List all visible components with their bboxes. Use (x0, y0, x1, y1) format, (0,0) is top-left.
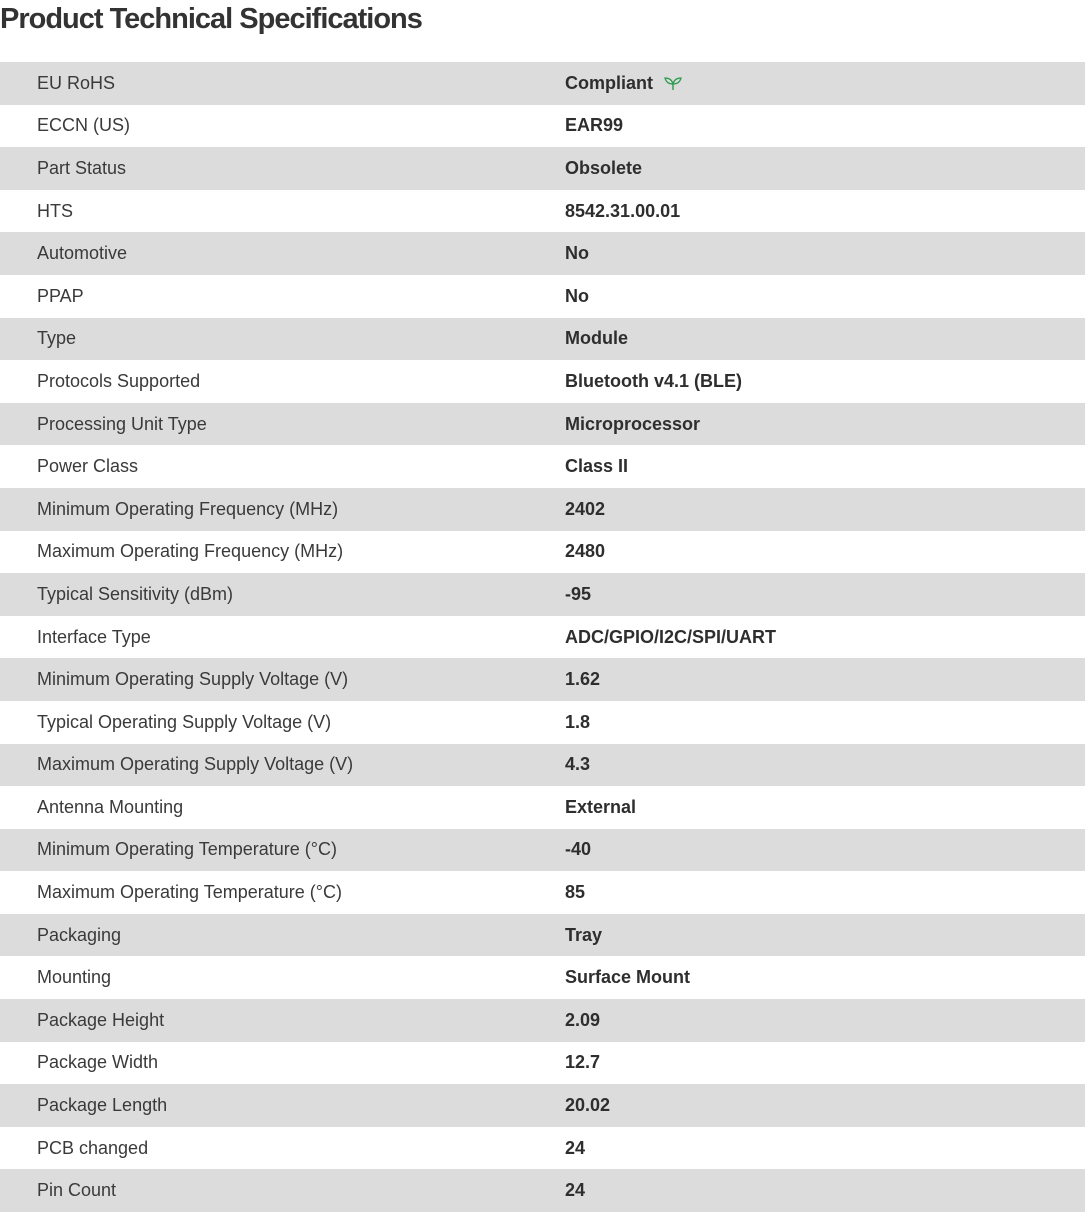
spec-row-packaging (0, 914, 1085, 957)
spec-row-typ-supply-voltage (0, 701, 1085, 744)
spec-row-processing-unit (0, 403, 1085, 446)
spec-label: Minimum Operating Frequency (MHz) (37, 498, 339, 519)
spec-value: ADC/GPIO/I2C/SPI/UART (565, 626, 777, 647)
spec-value: EAR99 (565, 115, 624, 136)
spec-value: Obsolete (565, 157, 643, 178)
spec-label: Antenna Mounting (37, 796, 184, 817)
spec-label: Packaging (37, 924, 122, 945)
spec-row-hts (0, 190, 1085, 233)
spec-row-min-supply-voltage (0, 658, 1085, 701)
spec-value: 12.7 (565, 1052, 601, 1073)
spec-row-eu-rohs (0, 62, 1085, 105)
spec-value: 8542.31.00.01 (565, 200, 681, 221)
spec-row-min-temperature (0, 829, 1085, 872)
spec-label: Automotive (37, 243, 128, 264)
spec-value: 24 (565, 1137, 586, 1158)
spec-row-protocols (0, 360, 1085, 403)
spec-label: Package Length (37, 1095, 168, 1116)
spec-row-max-supply-voltage (0, 744, 1085, 787)
spec-value: Microprocessor (565, 413, 701, 434)
spec-row-package-width (0, 1042, 1085, 1085)
spec-value: 2480 (565, 541, 606, 562)
spec-value: 1.8 (565, 711, 591, 732)
spec-row-part-status (0, 147, 1085, 190)
spec-label: Interface Type (37, 626, 151, 647)
spec-value: 2.09 (565, 1009, 601, 1030)
spec-value: 2402 (565, 498, 606, 519)
leaf-icon[interactable] (663, 75, 683, 91)
spec-row-ppap (0, 275, 1085, 318)
spec-value: No (565, 285, 589, 306)
spec-value: Compliant (565, 72, 653, 93)
spec-value: External (565, 796, 637, 817)
spec-label: Protocols Supported (37, 370, 201, 391)
spec-label: EU RoHS (37, 72, 116, 93)
spec-label: HTS (37, 200, 73, 221)
spec-label: Pin Count (37, 1180, 117, 1201)
spec-table (0, 62, 1085, 1212)
spec-row-pcb-changed (0, 1127, 1085, 1170)
spec-value: Tray (565, 924, 603, 945)
spec-value: 85 (565, 882, 586, 903)
spec-label: Typical Sensitivity (dBm) (37, 583, 234, 604)
spec-label: Type (37, 328, 77, 349)
spec-label: Maximum Operating Temperature (°C) (37, 882, 342, 903)
spec-value: -40 (565, 839, 592, 860)
spec-label: Mounting (37, 967, 112, 988)
spec-label: Maximum Operating Supply Voltage (V) (37, 754, 354, 775)
spec-row-interface-type (0, 616, 1085, 659)
spec-label: Minimum Operating Temperature (°C) (37, 839, 337, 860)
spec-row-pin-count (0, 1169, 1085, 1212)
spec-label: PCB changed (37, 1137, 149, 1158)
spec-label: Part Status (37, 157, 127, 178)
spec-row-sensitivity (0, 573, 1085, 616)
spec-label: ECCN (US) (37, 115, 130, 136)
page-title: Product Technical Specifications (0, 3, 422, 35)
spec-value-wrap (565, 73, 683, 94)
spec-row-power-class (0, 445, 1085, 488)
spec-label: Maximum Operating Frequency (MHz) (37, 541, 344, 562)
spec-value: 24 (565, 1180, 586, 1201)
spec-row-package-height (0, 999, 1085, 1042)
spec-value: 1.62 (565, 669, 601, 690)
spec-value: Surface Mount (565, 967, 691, 988)
spec-value: No (565, 243, 589, 264)
spec-row-max-frequency (0, 531, 1085, 574)
spec-label: Minimum Operating Supply Voltage (V) (37, 669, 349, 690)
spec-label: Package Width (37, 1052, 159, 1073)
spec-value: 4.3 (565, 754, 591, 775)
spec-row-antenna-mounting (0, 786, 1085, 829)
spec-value: Bluetooth v4.1 (BLE) (565, 370, 743, 391)
spec-value: 20.02 (565, 1095, 611, 1116)
spec-row-package-length (0, 1084, 1085, 1127)
spec-row-type (0, 318, 1085, 361)
spec-value: Class II (565, 456, 629, 477)
spec-label: Typical Operating Supply Voltage (V) (37, 711, 332, 732)
spec-label: PPAP (37, 285, 84, 306)
spec-value: Module (565, 328, 628, 349)
spec-label: Package Height (37, 1009, 165, 1030)
spec-row-mounting (0, 956, 1085, 999)
spec-value: -95 (565, 583, 592, 604)
spec-row-automotive (0, 232, 1085, 275)
spec-row-min-frequency (0, 488, 1085, 531)
spec-row-max-temperature (0, 871, 1085, 914)
spec-row-eccn (0, 105, 1085, 148)
spec-label: Processing Unit Type (37, 413, 207, 434)
spec-label: Power Class (37, 456, 139, 477)
